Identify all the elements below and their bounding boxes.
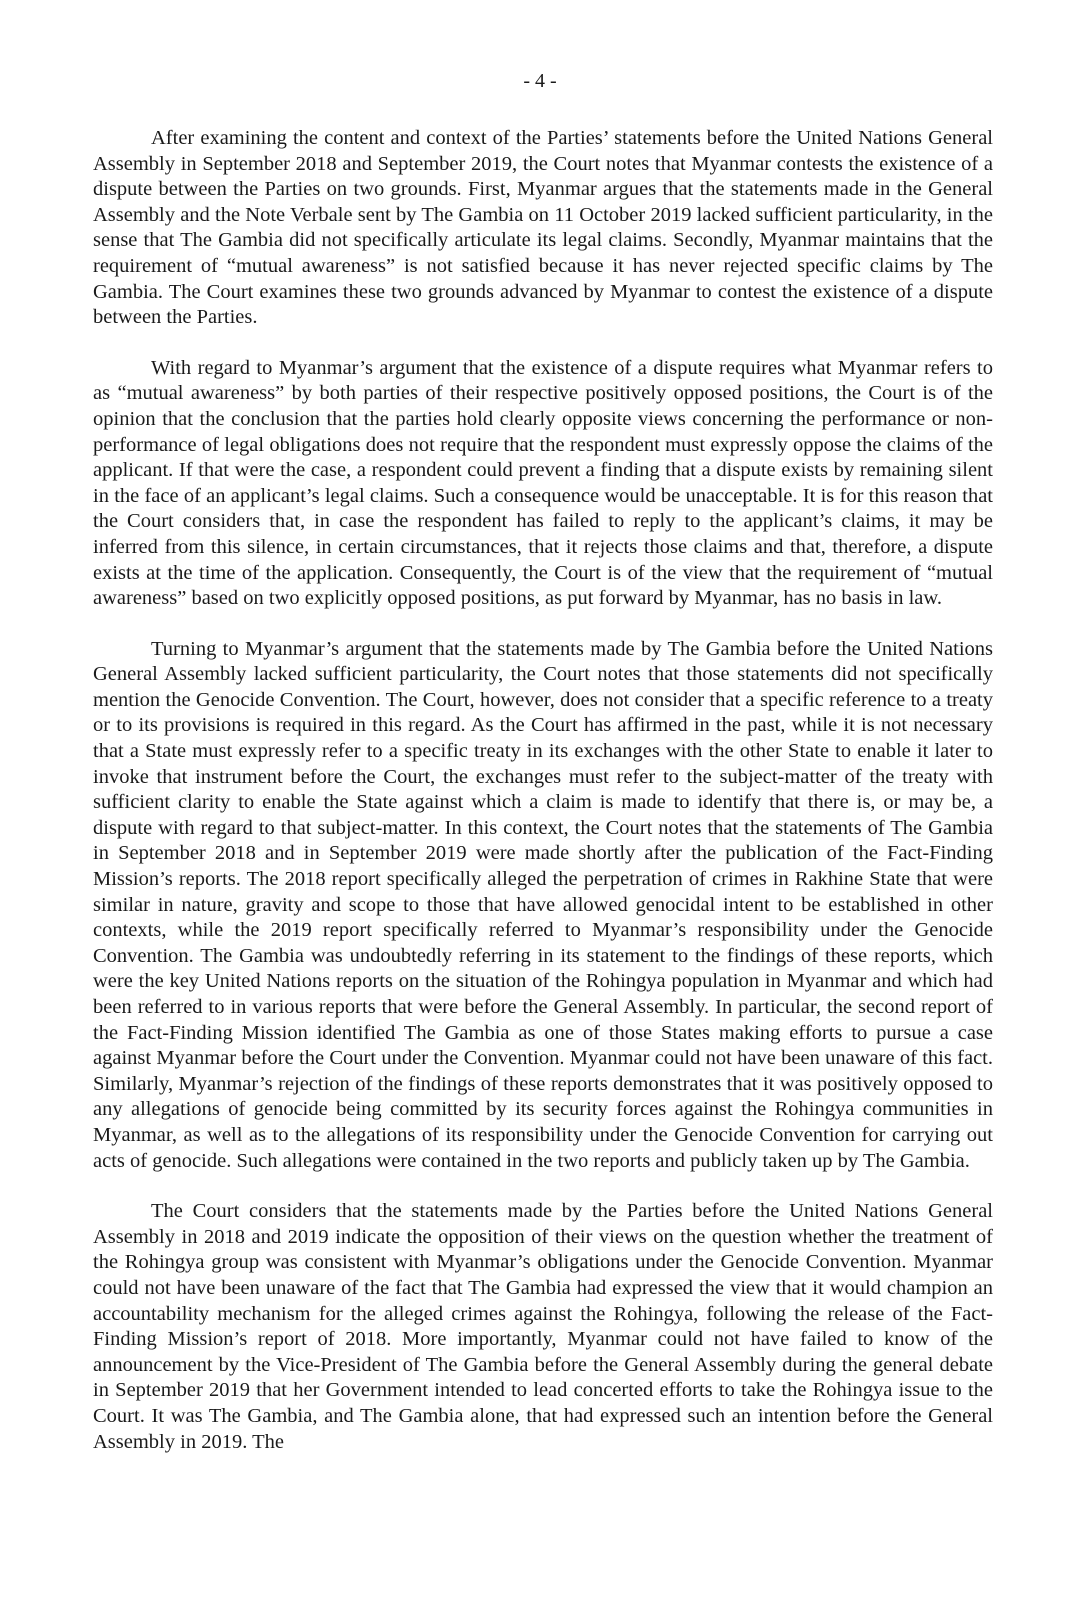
paragraph-4: The Court considers that the statements made by the Parties before the United Nations General Assembly in 2018 and 2019 indicate the opposition of their views on the question whether the treatment of the Rohingya group was consistent with Myanmar’s obligations under the Genocide Convention. Myanmar could not have been unaware of the fact that The Gambia had expressed the view that it would champion an accountability mechanism for the alleged crimes against the Rohingya, following the release of the Fact-Finding Mission’s report of 2018. More importantly, Myanmar could not have failed to know of the announcement by the Vice-President of The Gambia before the General Assembly during the general debate in September 2019 that her Government intended to lead concerted efforts to take the Rohingya issue to the Court. It was The Gambia, and The Gambia alone, that had expressed such an intention before the General Assembly in 2019. The (93, 1200, 993, 1453)
paragraph-2: With regard to Myanmar’s argument that the existence of a dispute requires what Myanmar refers to as “mutual awareness” by both parties of their respective positively opposed positions, the Court is of the opinion that the conclusion that the parties hold clearly opposite views concerning the performance or non-performance of legal obligations does not require that the respondent must expressly oppose the claims of the applicant. If that were the case, a respondent could prevent a finding that a dispute exists by remaining silent in the face of an applicant’s legal claims. Such a consequence would be unacceptable. It is for this reason that the Court considers that, in case the respondent has failed to reply to the applicant’s claims, it may be inferred from this silence, in certain circumstances, that it rejects those claims and that, therefore, a dispute exists at the time of the application. Consequently, the Court is of the view that the requirement of “mutual awareness” based on two explicitly opposed positions, as put forward by Myanmar, has no basis in law. (93, 356, 993, 610)
document-body (93, 126, 993, 1480)
paragraph-3: Turning to Myanmar’s argument that the statements made by The Gambia before the United Nations General Assembly lacked sufficient particularity, the Court notes that those statements did not specifically mention the Genocide Convention. The Court, however, does not consider that a specific reference to a treaty or to its provisions is required in this regard. As the Court has affirmed in the past, while it is not necessary that a State must expressly refer to a specific treaty in its exchanges with the other State to enable it later to invoke that instrument before the Court, the exchanges must refer to the subject-matter of the treaty with sufficient clarity to enable the State against which a claim is made to identify that there is, or may be, a dispute with regard to that subject-matter. In this context, the Court notes that the statements of The Gambia in September 2018 and in September 2019 were made shortly after the publication of the Fact-Finding Mission’s reports. The 2018 report specifically alleged the perpetration of crimes in Rakhine State that were similar in nature, gravity and scope to those that have allowed genocidal intent to be established in other contexts, while the 2019 report specifically referred to Myanmar’s responsibility under the Genocide Convention. The Gambia was undoubtedly referring in its statement to the findings of these reports, which were the key United Nations reports on the situation of the Rohingya population in Myanmar and which had been referred to in various reports that were before the General Assembly. In particular, the second report of the Fact-Finding Mission identified The Gambia as one of those States making efforts to pursue a case against Myanmar before the Court under the Convention. Myanmar could not have been unaware of this fact. Similarly, Myanmar’s rejection of the findings of these reports demonstrates that it was positively opposed to any allegations of genocide being committed by its security forces against the Rohingya communities in Myanmar, as well as to the allegations of its responsibility under the Genocide Convention for carrying out acts of genocide. Such allegations were contained in the two reports and publicly taken up by The Gambia. (93, 637, 993, 1172)
page-number: - 4 - (523, 70, 557, 92)
paragraph-1: After examining the content and context of the Parties’ statements before the United Nations General Assembly in September 2018 and September 2019, the Court notes that Myanmar contests the existence of a dispute between the Parties on two grounds. First, Myanmar argues that the statements made in the General Assembly and the Note Verbale sent by The Gambia on 11 October 2019 lacked sufficient particularity, in the sense that The Gambia did not specifically articulate its legal claims. Secondly, Myanmar maintains that the requirement of “mutual awareness” is not satisfied because it has never rejected specific claims by The Gambia. The Court examines these two grounds advanced by Myanmar to contest the existence of a dispute between the Parties. (93, 127, 993, 329)
